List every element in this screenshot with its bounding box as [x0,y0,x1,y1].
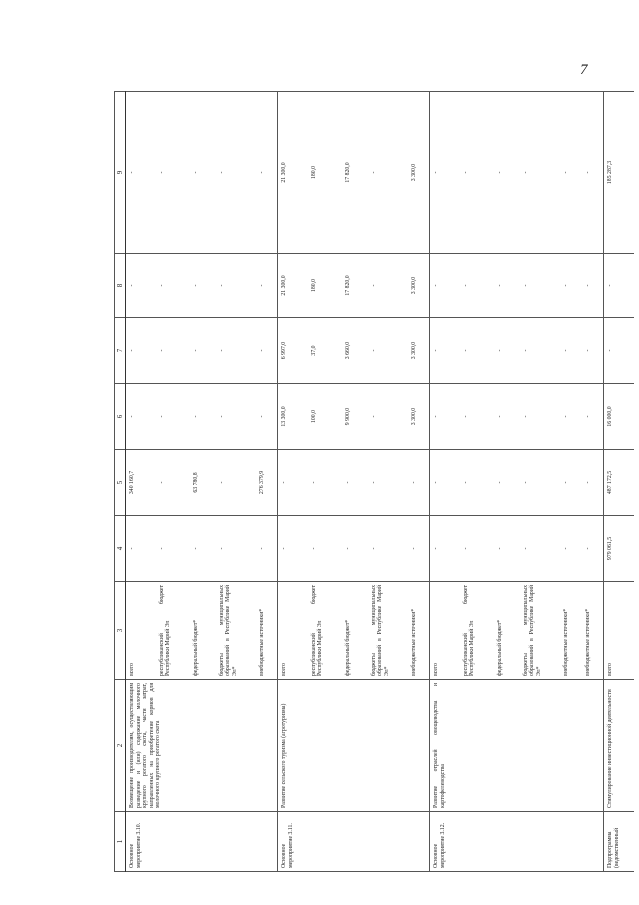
amount-cell: 276 379,9 [256,450,278,516]
amount-cell: 17 820,0 [342,254,368,318]
table-body [126,92,634,872]
funding-source-cell: республиканский бюджет Республики Марий Эл [460,582,494,680]
amount-cell: - [190,254,216,318]
amount-cell: - [156,92,190,254]
amount-cell: - [156,318,190,384]
amount-cell: - [190,516,216,582]
description-cell: Развитие сельского туризма (агротуризма) [278,680,430,812]
amount-cell: - [430,384,460,450]
amount-cell: - [430,516,460,582]
column-header: 8 [115,254,126,318]
amount-cell: 21 300,0 [278,92,308,254]
amount-cell: - [216,254,256,318]
amount-cell: - [430,92,460,254]
funding-source-cell: федеральный бюджет* [342,582,368,680]
amount-cell: - [520,318,560,384]
amount-cell: - [278,450,308,516]
amount-cell: - [430,318,460,384]
column-header: 6 [115,384,126,450]
funding-source-cell: внебюджетные источники* [560,582,582,680]
amount-cell: - [256,254,278,318]
amount-cell: - [604,254,634,318]
amount-cell: - [430,254,460,318]
column-header: 9 [115,92,126,254]
amount-cell: 6 997,0 [278,318,308,384]
amount-cell: - [156,384,190,450]
amount-cell: 3 300,0 [408,384,430,450]
amount-cell: - [216,450,256,516]
amount-cell: - [342,450,368,516]
event-cell: Основное мероприятие 3.10. [126,812,278,872]
amount-cell: 185 287,3 [604,92,634,254]
amount-cell: - [460,254,494,318]
amount-cell: - [368,450,408,516]
funding-source-cell: всего [430,582,460,680]
amount-cell: 979 061,5 [604,516,634,582]
column-header: 7 [115,318,126,384]
amount-cell: - [460,450,494,516]
amount-cell: - [582,450,604,516]
amount-cell: - [190,318,216,384]
funding-source-cell: всего [126,582,156,680]
amount-cell: - [560,92,582,254]
amount-cell: - [342,516,368,582]
description-cell: Развитие отраслей овощеводства и картофелеводства [430,680,604,812]
rotated-table-wrapper [114,92,620,872]
amount-cell: - [216,318,256,384]
column-header: 1 [115,812,126,872]
funding-source-cell: бюджеты муниципальных образований в Республике Марий Эл* [520,582,560,680]
funding-source-cell: внебюджетные источники* [408,582,430,680]
amount-cell: - [460,516,494,582]
amount-cell: - [520,92,560,254]
header-row [115,92,126,872]
amount-cell: - [216,516,256,582]
amount-cell: - [368,318,408,384]
amount-cell: 100,0 [308,384,342,450]
table-row [278,92,308,872]
amount-cell: - [408,516,430,582]
event-cell: Основное мероприятие 3.11. [278,812,430,872]
page-number: 7 [580,62,588,78]
amount-cell: - [520,516,560,582]
amount-cell: - [494,384,520,450]
amount-cell: - [520,450,560,516]
amount-cell: - [582,254,604,318]
amount-cell: 3 300,0 [408,254,430,318]
column-header: 3 [115,582,126,680]
funding-source-cell: федеральный бюджет* [494,582,520,680]
amount-cell: - [308,450,342,516]
amount-cell: - [126,516,156,582]
funding-source-cell: всего [604,582,634,680]
amount-cell: 9 900,0 [342,384,368,450]
amount-cell: - [494,516,520,582]
amount-cell: - [126,92,156,254]
funding-source-cell: внебюджетные источники* [582,582,604,680]
amount-cell: 3 300,0 [408,318,430,384]
funding-source-cell: республиканский бюджет Республики Марий Эл [156,582,190,680]
amount-cell: 17 820,0 [342,92,368,254]
amount-cell: - [520,254,560,318]
amount-cell: - [126,384,156,450]
amount-cell: - [256,92,278,254]
amount-cell: - [460,318,494,384]
amount-cell: 21 300,0 [278,254,308,318]
table-row [430,92,460,872]
amount-cell: - [190,384,216,450]
amount-cell: - [494,254,520,318]
event-cell: Подпрограмма (ведомственный [604,812,634,872]
amount-cell: - [582,384,604,450]
column-header: 2 [115,680,126,812]
amount-cell: - [278,516,308,582]
description-cell: Стимулирование инвестиционной деятельности [604,680,634,812]
amount-cell: - [368,254,408,318]
amount-cell: 63 780,8 [190,450,216,516]
amount-cell: - [256,516,278,582]
amount-cell: - [430,450,460,516]
amount-cell: - [560,384,582,450]
amount-cell: - [368,92,408,254]
funding-source-cell: бюджеты муниципальных образований в Республике Марий Эл* [368,582,408,680]
amount-cell: - [560,450,582,516]
amount-cell: - [582,516,604,582]
budget-table [114,91,634,872]
amount-cell: 37,0 [308,318,342,384]
amount-cell: - [408,450,430,516]
funding-source-cell: внебюджетные источники* [256,582,278,680]
amount-cell: 180,0 [308,92,342,254]
amount-cell: - [308,516,342,582]
description-cell: Возмещение производителям, осуществляющим разведение и (или) содержание молочного крупного рогатого скота, части затрат, направленных на приобретение кормов для молочного крупного рогатого скота [126,680,278,812]
amount-cell: - [582,318,604,384]
amount-cell: 180,0 [308,254,342,318]
amount-cell: - [368,516,408,582]
amount-cell: - [494,318,520,384]
amount-cell: - [582,92,604,254]
amount-cell: - [256,318,278,384]
amount-cell: - [560,318,582,384]
amount-cell: 13 300,0 [278,384,308,450]
funding-source-cell: всего [278,582,308,680]
amount-cell: - [190,92,216,254]
amount-cell: - [256,384,278,450]
funding-source-cell: федеральный бюджет* [190,582,216,680]
amount-cell: - [520,384,560,450]
amount-cell: - [156,516,190,582]
amount-cell: 340 160,7 [126,450,156,516]
amount-cell: - [494,450,520,516]
amount-cell: 3 300,0 [408,92,430,254]
amount-cell: - [368,384,408,450]
column-header: 5 [115,450,126,516]
amount-cell: - [460,384,494,450]
table-row [604,92,634,872]
amount-cell: - [560,254,582,318]
table-row [126,92,156,872]
amount-cell: - [156,450,190,516]
funding-source-cell: республиканский бюджет Республики Марий Эл [308,582,342,680]
amount-cell: - [156,254,190,318]
amount-cell: - [494,92,520,254]
amount-cell: - [560,516,582,582]
event-cell: Основное мероприятие 3.12. [430,812,604,872]
amount-cell: - [460,92,494,254]
amount-cell: - [126,254,156,318]
amount-cell: - [126,318,156,384]
amount-cell: - [604,318,634,384]
funding-source-cell: бюджеты муниципальных образований в Республике Марий Эл* [216,582,256,680]
column-header: 4 [115,516,126,582]
amount-cell: 487 172,5 [604,450,634,516]
amount-cell: - [216,384,256,450]
amount-cell: 3 660,0 [342,318,368,384]
amount-cell: - [216,92,256,254]
amount-cell: 16 000,0 [604,384,634,450]
